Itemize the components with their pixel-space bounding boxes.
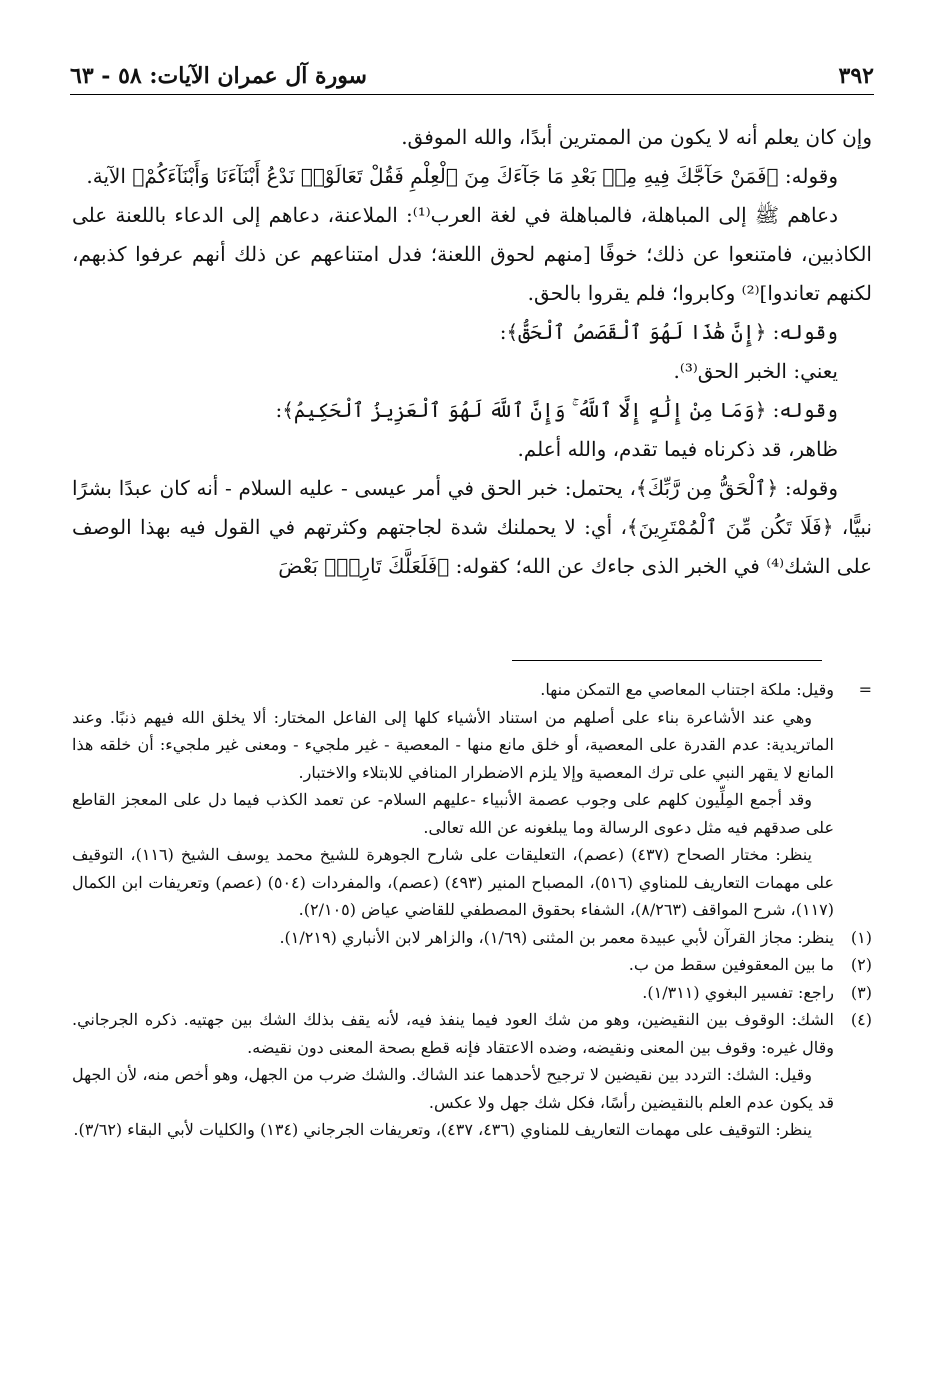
paragraph: يعني: الخبر الحق⁽³⁾.	[673, 359, 838, 383]
paragraph: وقوله: ﴿ٱلْحَقُّ مِن رَّبِّكَ﴾، يحتمل: خبر الحق في أمر عيسى - عليه السلام - أنه كان عبدًا بشرًا نبيًّا، ﴿فَلَا تَكُن مِّنَ ٱلْمُمْتَرِينَ﴾، أي: لا يحملنك شدة لجاجتهم وكثرتهم في القول فيه بهذا الوصف على الشك⁽⁴⁾ في الخبر الذى جاءك عن الله؛ كقوله: ﴿فَلَعَلَّكَ تَارِكٌۢ بَعْضَ	[72, 476, 872, 578]
footnotes	[72, 676, 872, 1144]
footnote-3	[72, 979, 872, 1007]
running-header	[70, 58, 874, 95]
footnote-number: (٣)	[850, 982, 872, 1002]
footnote-text: وهي عند الأشاعرة بناء على أصلهم من استناد الأشياء كلها إلى الفاعل المختار: ألا يخلق الله فيهم ذنبًا. وعند الماتريدية: عدم القدرة على المعصية، أو خلق مانع منها - المعصية - غير ملجيء - ومعنى غير ملجيء: أن خلقه هذا المانع لا يقهر النبي على ترك المعصية وإلا يلزم الاضطرار المنافي للابتلاء والاختبار.	[72, 707, 834, 782]
footnote-text: ما بين المعقوفين سقط من ب.	[628, 955, 834, 974]
footnote-text: راجع: تفسير البغوي (١/٣١١).	[642, 982, 834, 1002]
footnote-divider	[512, 660, 822, 661]
footnote-number: (٢)	[850, 955, 872, 974]
paragraph: وقوله: ﴿إِنَّ هَٰذَا لَهُوَ ٱلْقَصَصُ ٱلْحَقُّ﴾:	[499, 320, 838, 344]
main-text	[72, 118, 872, 586]
footnote-text: ينظر: مختار الصحاح (٤٣٧) (عصم)، التعليقات على شارح الجوهرة للشيخ محمد يوسف الشيخ (١١٦)، التوقيف على مهمات التعاريف للمناوي (٥١٦)، المصباح المنير (٤٩٣) (عصم)، والمفردات (٥٠٤) (عصم) وتعريفات ابن الكمال (١١٧)، شرح المواقف (٨/٢٦٣)، الشفاء بحقوق المصطفي للقاضي عياض (٢/١٠٥).	[72, 845, 835, 919]
footnote-text: ينظر: مجاز القرآن لأبي عبيدة معمر بن المثنى (١/٦٩)، والزاهر لابن الأنباري (١/٢١٩).	[279, 927, 834, 947]
paragraph: وقوله: ﴿وَمَا مِنْ إِلَٰهٍ إِلَّا ٱللَّهُ ۚ وَإِنَّ ٱللَّهَ لَهُوَ ٱلْعَزِيزُ ٱلْحَكِيمُ﴾:	[275, 398, 838, 422]
footnote-body	[72, 1006, 834, 1144]
continuation-marker: =	[858, 680, 872, 699]
footnote-continuation	[72, 676, 872, 704]
footnote-1	[72, 924, 872, 952]
footnote-2	[72, 951, 872, 979]
footnote-number: (١)	[850, 927, 872, 947]
paragraph: وقوله: ﴿فَمَنْ حَآجَّكَ فِيهِ مِنۢ بَعْدِ مَا جَآءَكَ مِنَ ٱلْعِلْمِ فَقُلْ تَعَالَوْا۟ نَدْعُ أَبْنَآءَنَا وَأَبْنَآءَكُمْ﴾ الآية.	[86, 164, 838, 188]
footnote-text: ينظر: التوقيف على مهمات التعاريف للمناوي (٤٣٦، ٤٣٧)، وتعريفات الجرجاني (١٣٤) والكليات لأبي البقاء (٣/٦٢).	[73, 1120, 812, 1139]
footnote-text: الشك: الوقوف بين النقيضين، وهو من شك العود فيما ينفذ فيه، لأنه يقف بذلك الشك بين جهتيه. ذكره الجرجاني. وقال غيره: وقوف بين المعنى ونقيضه، وضده الاعتقاد فإنه قطع بصحة المعنى دون نقيضه.	[72, 1010, 834, 1057]
running-title: سورة آل عمران الآيات: ٥٨ - ٦٣	[70, 63, 367, 89]
paragraph: ظاهر، قد ذكرناه فيما تقدم، والله أعلم.	[517, 437, 838, 461]
page-number: ٣٩٢	[838, 63, 874, 89]
paragraph: وإن كان يعلم أنه لا يكون من الممترين أبدًا، والله الموفق.	[401, 125, 872, 149]
paragraph: دعاهم ﷺ إلى المباهلة، فالمباهلة في لغة العرب⁽¹⁾: الملاعنة، دعاهم إلى الدعاء باللعنة على الكاذبين، فامتنعوا عن ذلك؛ خوفًا [منهم لحوق اللعنة؛ فدل امتناعهم عن ذلك أنهم عرفوا كذبهم، لكنهم تعاندوا]⁽²⁾ وكابروا؛ فلم يقروا بالحق.	[72, 203, 872, 305]
footnote-text: وقد أجمع المِلِّيون كلهم على وجوب عصمة الأنبياء -عليهم السلام- عن تعمد الكذب فيما دل على المعجز القاطع على صدقهم فيه مثل دعوى الرسالة وما يبلغونه عن الله تعالى.	[72, 790, 834, 837]
footnote-4	[72, 1006, 872, 1144]
footnote-text: وقيل: الشك: التردد بين نقيضين لا ترجيح لأحدهما عند الشاك. والشك ضرب من الجهل، وهو أخص منه، لأن الجهل قد يكون عدم العلم بالنقيضين رأسًا، فكل شك جهل ولا عكس.	[72, 1065, 834, 1112]
footnote-number: (٤)	[850, 1010, 872, 1029]
footnote-text: وقيل: ملكة اجتناب المعاصي مع التمكن منها.	[540, 680, 834, 699]
